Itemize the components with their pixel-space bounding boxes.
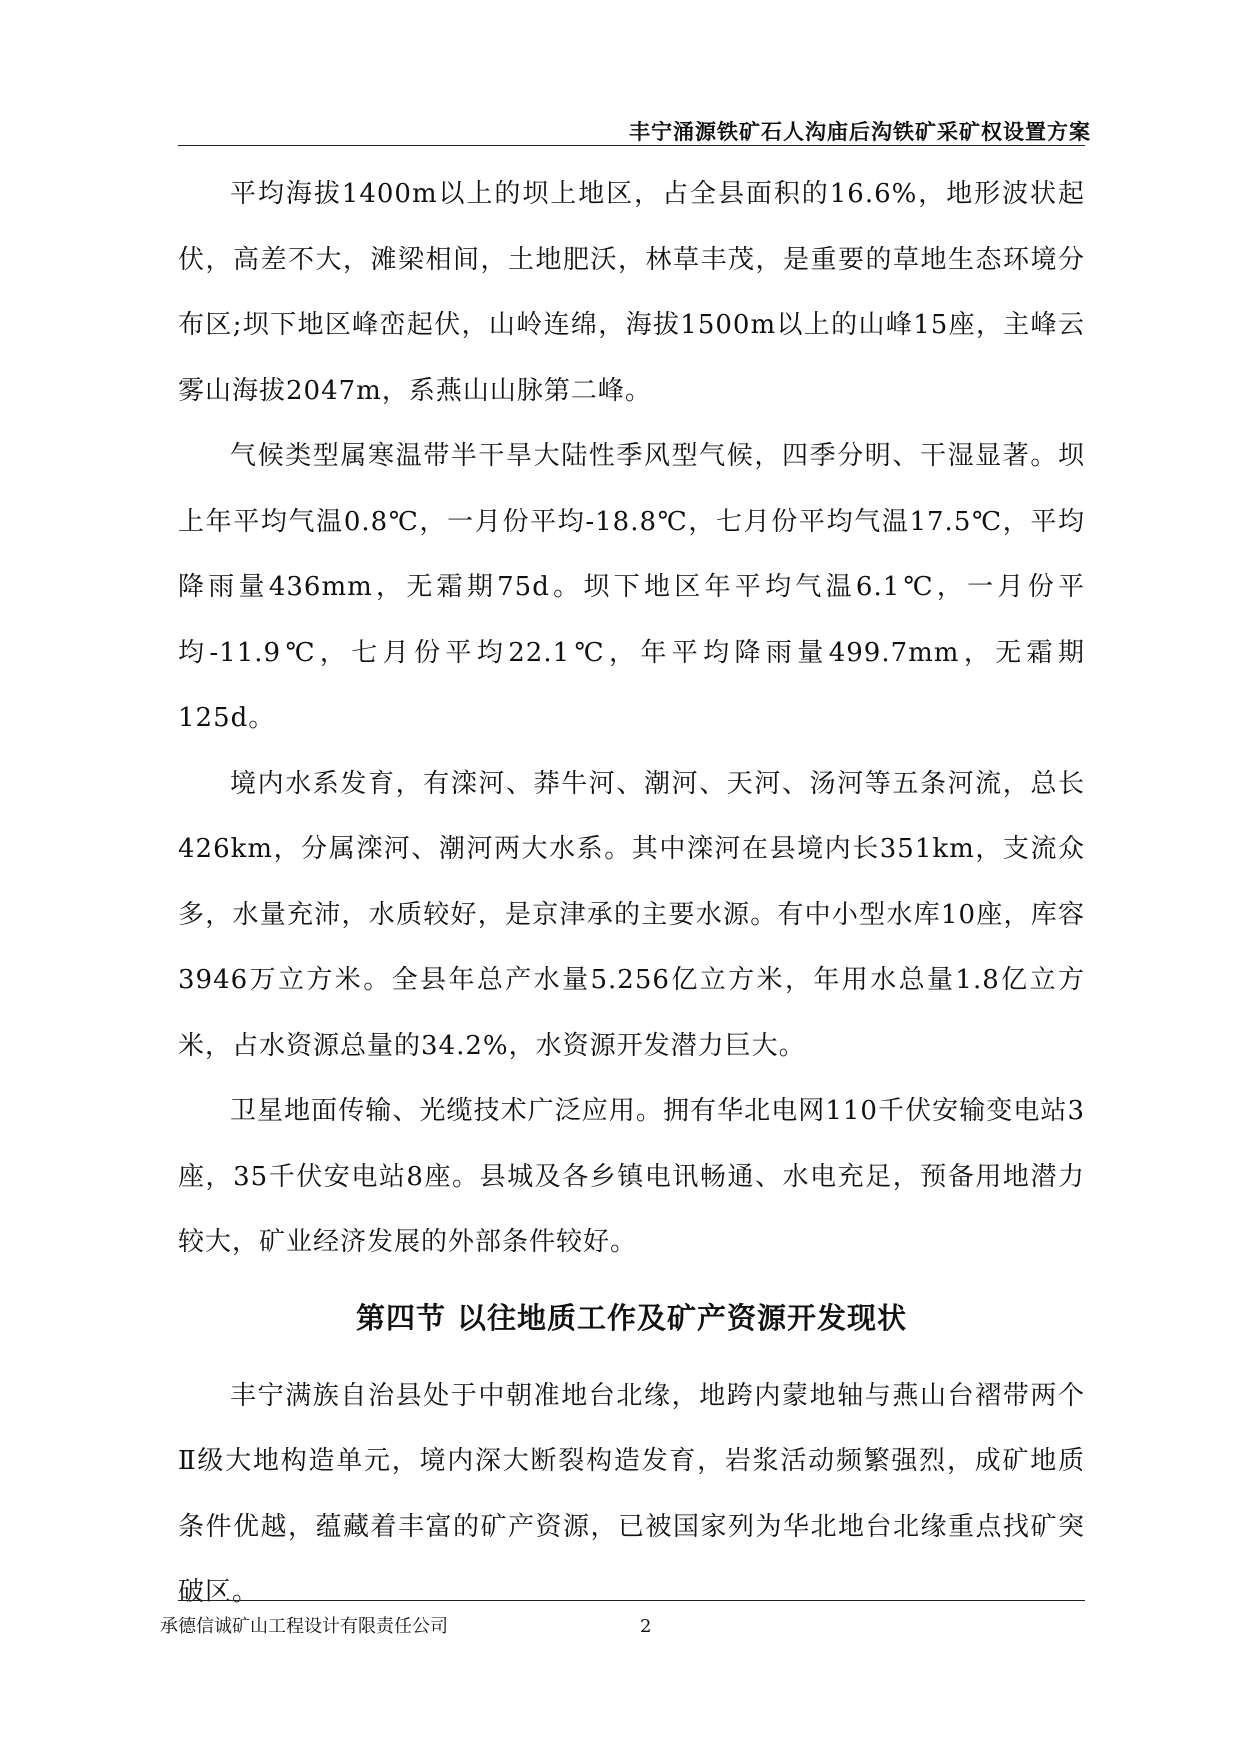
running-header-title: 丰宁涌源铁矿石人沟庙后沟铁矿采矿权设置方案 [629,119,1091,144]
footer-company-name: 承德信诚矿山工程设计有限责任公司 [160,1616,448,1637]
paragraph-geology: 丰宁满族自治县处于中朝准地台北缘，地跨内蒙地轴与燕山台褶带两个Ⅱ级大地构造单元，境内深大断裂构造发育，岩浆活动频繁强烈，成矿地质条件优越，蕴藏着丰富的矿产资源，已被国家列为华北地台北缘重点找矿突破区。 [178,1380,1085,1607]
footer-divider [178,1600,1085,1601]
page-number: 2 [640,1616,652,1637]
paragraph-infrastructure: 卫星地面传输、光缆技术广泛应用。拥有华北电网110千伏安输变电站3座，35千伏安电站8座。县城及各乡镇电讯畅通、水电充足，预备用地潜力较大，矿业经济发展的外部条件较好。 [178,1096,1085,1257]
section-heading: 第四节 以往地质工作及矿产资源开发现状 [355,1300,908,1335]
page-body [178,162,1085,1626]
paragraph-terrain: 平均海拔1400m以上的坝上地区，占全县面积的16.6%，地形波状起伏，高差不大，滩梁相间，土地肥沃，林草丰茂，是重要的草地生态环境分布区;坝下地区峰峦起伏，山岭连绵，海拔1500m以上的山峰15座，主峰云雾山海拔2047m，系燕山山脉第二峰。 [178,179,1085,406]
header-divider [178,145,1085,146]
paragraph-climate: 气候类型属寒温带半干旱大陆性季风型气候，四季分明、干湿显著。坝上年平均气温0.8℃，一月份平均-18.8℃，七月份平均气温17.5℃，平均降雨量436mm，无霜期75d。坝下地区年平均气温6.1℃，一月份平均-11.9℃，七月份平均22.1℃，年平均降雨量499.7mm，无霜期125d。 [178,441,1085,733]
paragraph-water-system: 境内水系发育，有滦河、莽牛河、潮河、天河、汤河等五条河流，总长426km，分属滦河、潮河两大水系。其中滦河在县境内长351km，支流众多，水量充沛，水质较好，是京津承的主要水源。有中小型水库10座，库容3946万立方米。全县年总产水量5.256亿立方米，年用水总量1.8亿立方米，占水资源总量的34.2%，水资源开发潜力巨大。 [178,768,1085,1061]
